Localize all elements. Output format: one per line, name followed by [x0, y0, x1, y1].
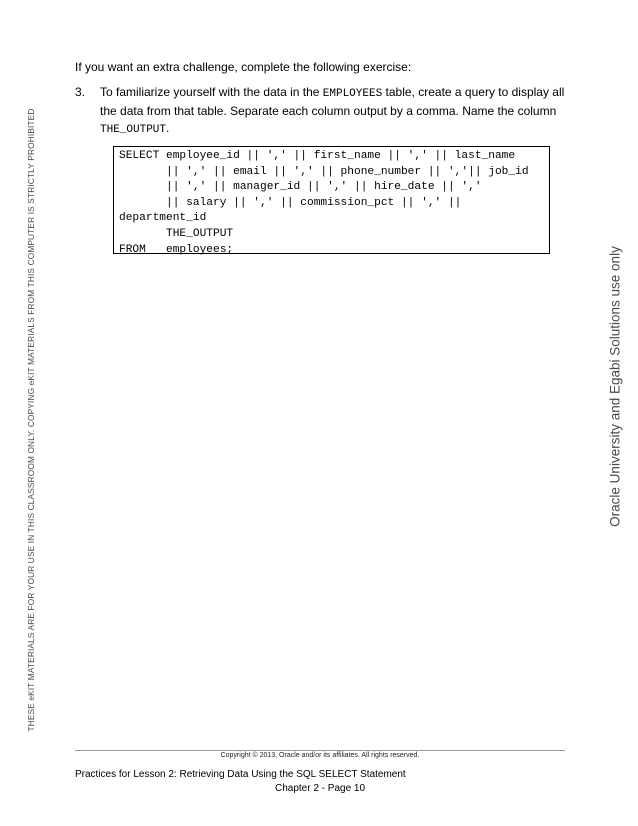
exercise-number: 3.: [75, 85, 86, 99]
exercise-text-part3: .: [166, 121, 170, 135]
code-box: [113, 146, 550, 254]
sql-code: SELECT employee_id || ',' || first_name || ',' || last_name || ',' || email || ',' || phone_number || ','|| job_id || ',' || manager_id || ',' || hire_date || ',' || salary || ',' || commission_pct || ',' || department_id THE_OUTPUT FROM employees;: [119, 150, 529, 256]
page-number: Chapter 2 - Page 10: [274, 783, 366, 794]
right-watermark: Oracle University and Egabi Solutions use only: [607, 246, 623, 527]
exercise-text-part2: table, create a query to display all the data from that table. Separate each column output by a comma. Name the column: [100, 85, 565, 118]
footer-title: Practices for Lesson 2: Retrieving Data Using the SQL SELECT Statement: [75, 769, 406, 780]
column-name: THE_OUTPUT: [100, 124, 167, 136]
exercise-text-part1: To familiarize yourself with the data in the: [100, 85, 323, 99]
left-watermark: THESE eKIT MATERIALS ARE FOR YOUR USE IN THIS CLASSROOM ONLY. COPYING eKIT MATERIALS FROM THIS COMPUTER IS STRICTLY PROHIBITED: [26, 108, 36, 732]
intro-text: If you want an extra challenge, complete the following exercise:: [75, 60, 412, 74]
copyright-text: Copyright © 2013, Oracle and/or its affiliates. All rights reserved.: [220, 752, 420, 759]
exercise-text: [100, 84, 565, 139]
footer-divider: [75, 750, 565, 751]
table-name: EMPLOYEES: [322, 88, 383, 100]
